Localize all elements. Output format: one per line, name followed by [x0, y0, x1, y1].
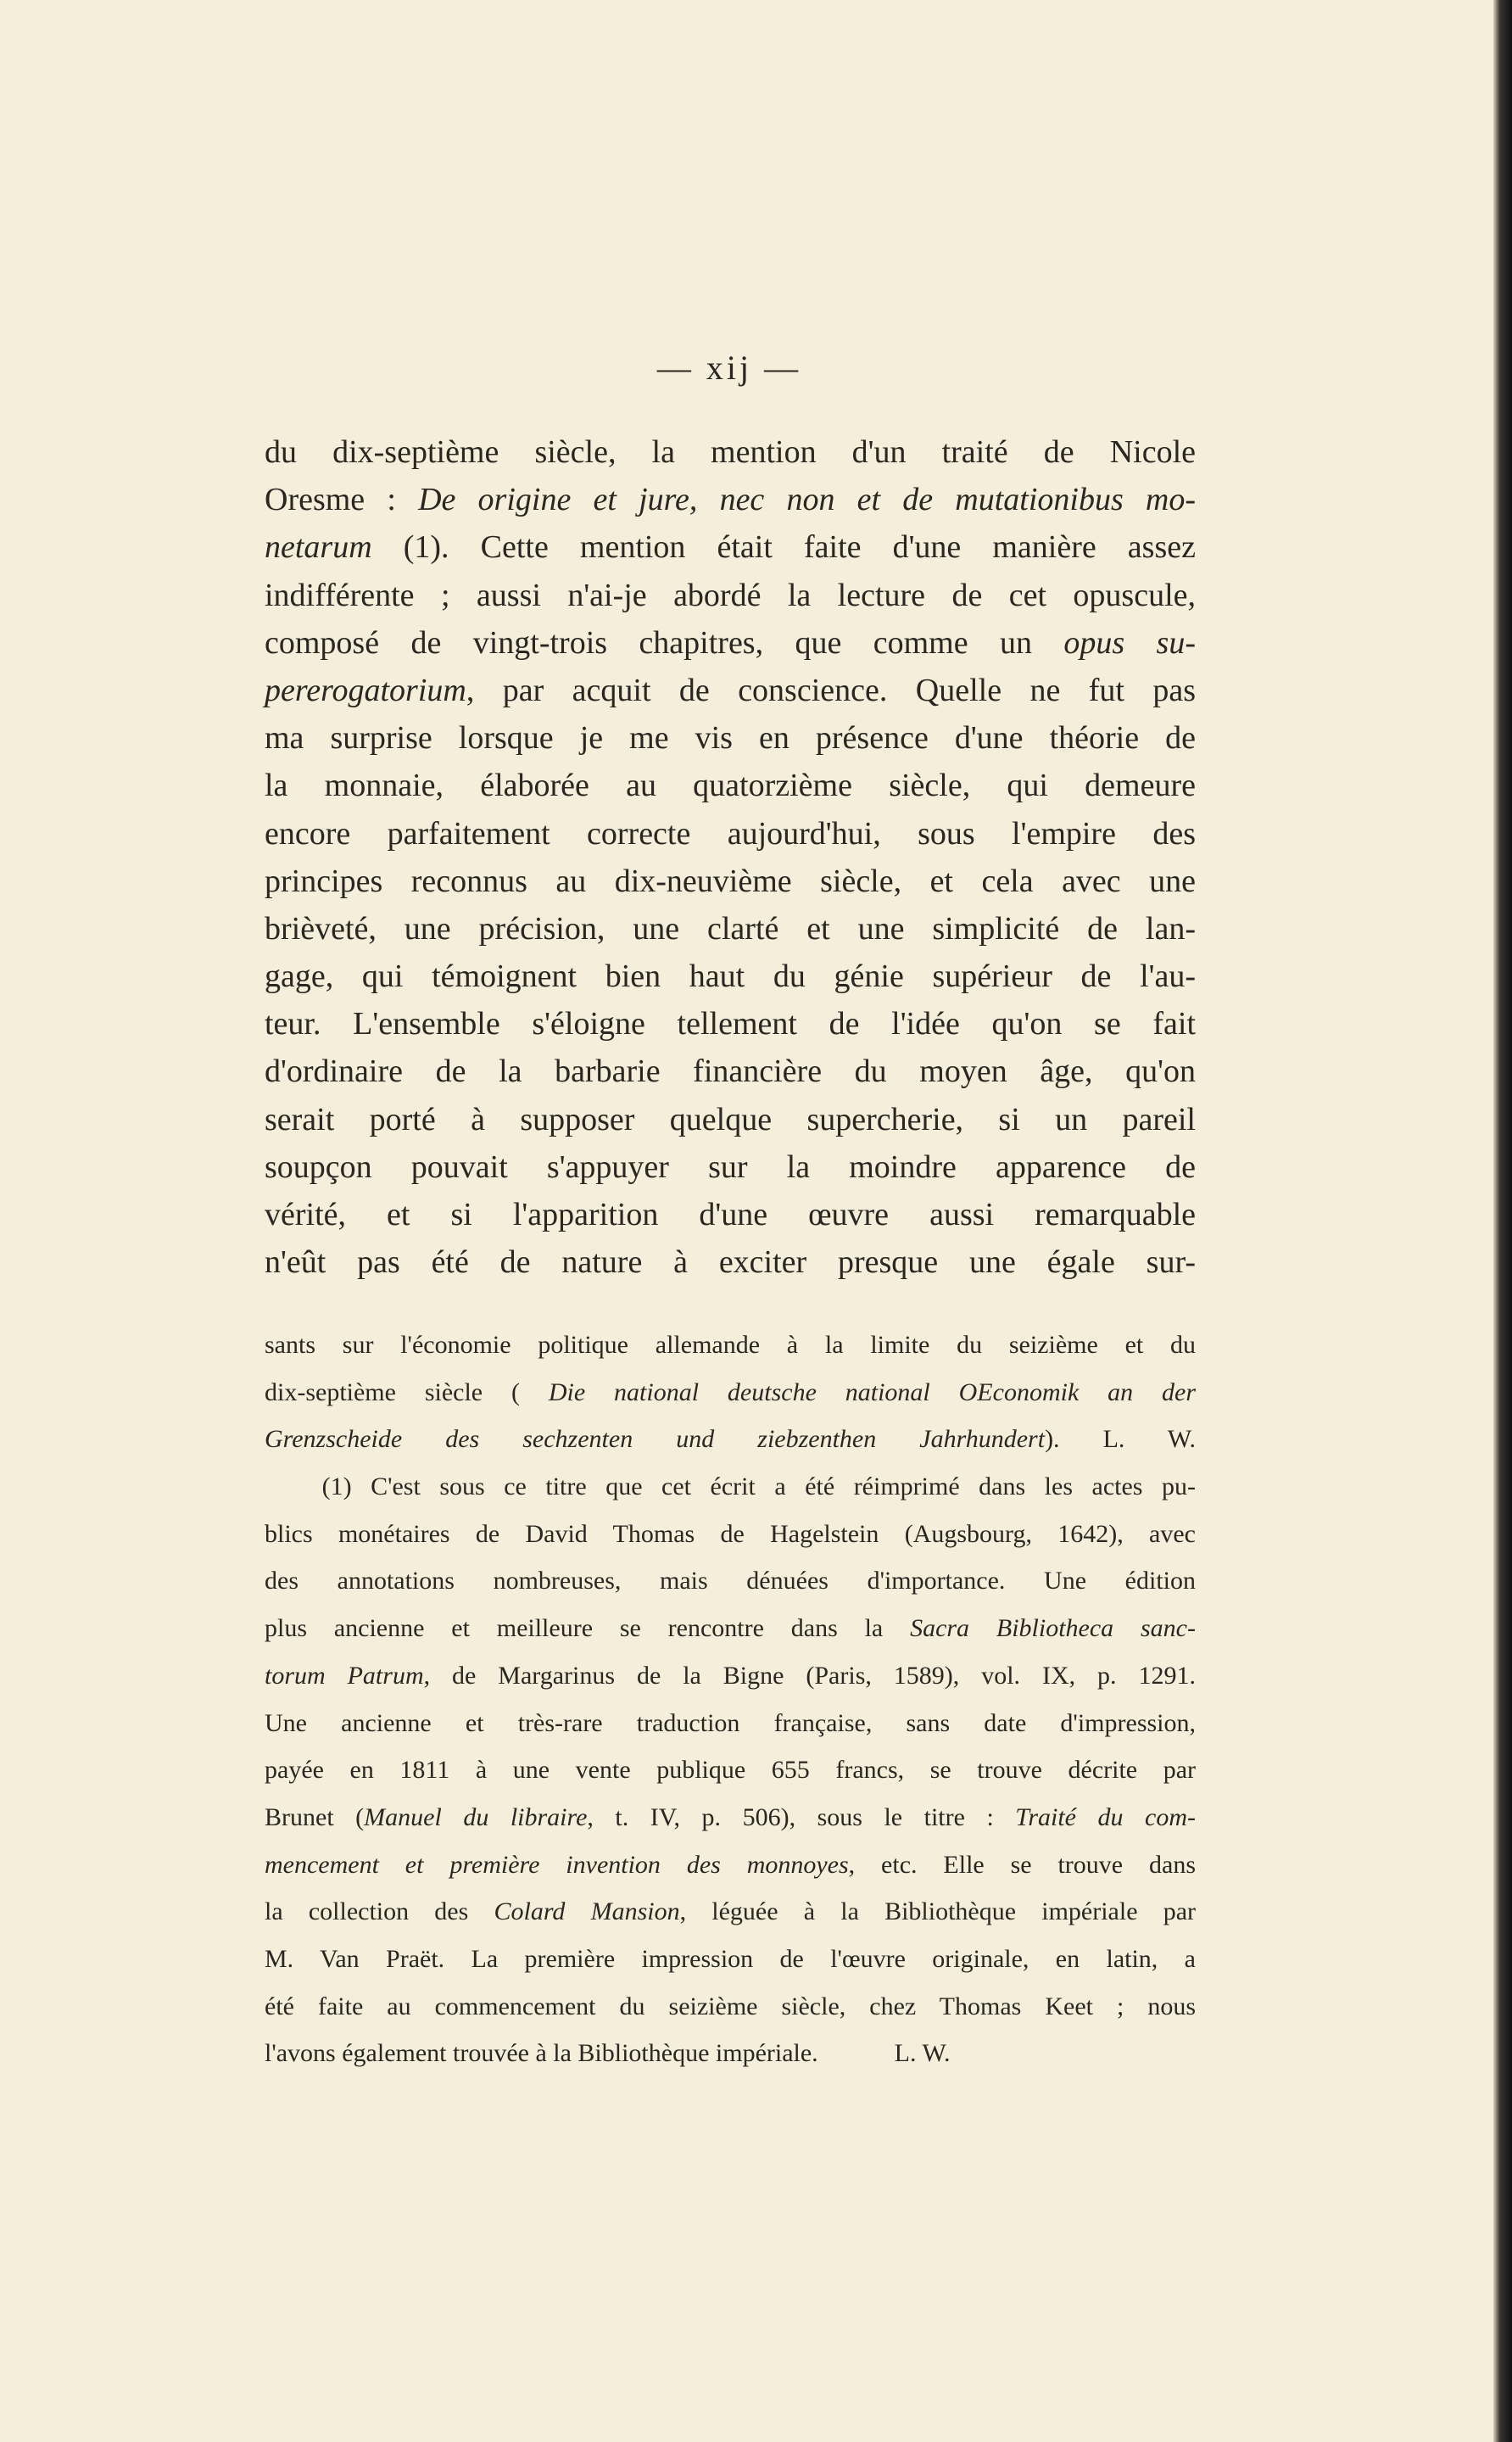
main-text: (1). Cette mention était faite d'une manière assez: [371, 529, 1196, 566]
footnote-text: , de Margarinus de la Bigne (Paris, 1589), vol. IX, p. 1291.: [423, 1661, 1196, 1690]
main-text: vérité, et si l'apparition d'une œuvre aussi remarquable: [265, 1197, 1196, 1232]
main-line: [265, 1143, 1196, 1191]
main-text: du dix-septième siècle, la mention d'un traité de Nicole: [265, 434, 1196, 470]
main-text: serait porté à supposer quelque supercherie, si un pareil: [265, 1101, 1196, 1137]
footnote-line: [265, 1557, 1196, 1605]
main-line: [265, 762, 1196, 809]
footnote-italic-text: Grenzscheide des sechzenten und ziebzenthen Jahrhundert: [265, 1425, 1046, 1454]
page-edge-shadow: [1493, 0, 1512, 2442]
main-line: [265, 428, 1196, 476]
main-italic-text: pererogatorium: [265, 672, 466, 708]
footnote-text: , etc. Elle se trouve dans: [848, 1850, 1196, 1879]
main-text: la monnaie, élaborée au quatorzième siècle, qui demeure: [265, 768, 1196, 804]
footnote-text: (1) C'est sous ce titre que cet écrit a été réimprimé dans les actes pu-: [265, 1472, 1196, 1501]
main-line: [265, 953, 1196, 1000]
footnote-line: [265, 1369, 1196, 1417]
footnote-line: [265, 1416, 1196, 1463]
footnote-line: [265, 1700, 1196, 1747]
footnote-line: [265, 1652, 1196, 1700]
footnote-line: [265, 1888, 1196, 1936]
footnote-line: [265, 1794, 1196, 1841]
main-line: [265, 572, 1196, 619]
footnotes: [265, 1322, 1196, 2077]
main-text: principes reconnus au dix-neuvième siècle, et cela avec une: [265, 863, 1196, 899]
footnote-text: payée en 1811 à une vente publique 655 francs, se trouve décrite par: [265, 1756, 1196, 1785]
footnote-line: [265, 1936, 1196, 1983]
main-line: [265, 1096, 1196, 1143]
footnote-line: [265, 1511, 1196, 1558]
main-line: [265, 714, 1196, 762]
main-italic-text: opus su-: [1063, 624, 1196, 661]
main-text: brièveté, une précision, une clarté et une simplicité de lan-: [265, 910, 1196, 947]
footnote-text: sants sur l'économie politique allemande à la limite du seizième et du: [265, 1331, 1196, 1359]
footnote-text: plus ancienne et meilleure se rencontre dans la: [265, 1614, 911, 1643]
main-line: [265, 1238, 1196, 1286]
main-line: [265, 476, 1196, 523]
footnote-italic-text: Colard Mansion: [494, 1897, 680, 1926]
main-italic-text: De origine et jure, nec non et de mutationibus mo-: [418, 482, 1196, 518]
footnote-text: dix-septième siècle (: [265, 1377, 549, 1406]
main-text: encore parfaitement correcte aujourd'hui, sous l'empire des: [265, 815, 1196, 852]
main-text: gage, qui témoignent bien haut du génie supérieur de l'au-: [265, 958, 1196, 995]
footnote-text: des annotations nombreuses, mais dénuées d'importance. Une édition: [265, 1567, 1196, 1595]
main-line: [265, 810, 1196, 858]
footnote-line: [265, 1841, 1196, 1889]
footnote-italic-text: torum Patrum: [265, 1661, 424, 1690]
footnote-text: Brunet (: [265, 1802, 365, 1831]
main-text: teur. L'ensemble s'éloigne tellement de l'idée qu'on se fait: [265, 1006, 1196, 1042]
main-line: [265, 619, 1196, 667]
main-text: Oresme :: [265, 482, 419, 518]
footnote-line: [265, 1746, 1196, 1794]
main-text: soupçon pouvait s'appuyer sur la moindre apparence de: [265, 1148, 1196, 1185]
footnote-text: la collection des: [265, 1897, 494, 1926]
footnote-text: M. Van Praët. La première impression de l'œuvre originale, en latin, a: [265, 1944, 1196, 1973]
main-text: composé de vingt-trois chapitres, que comme un: [265, 624, 1064, 661]
main-line: [265, 1191, 1196, 1238]
main-text: n'eût pas été de nature à exciter presque une égale sur-: [265, 1244, 1196, 1281]
footnote-italic-text: Die national deutsche national OEconomik an der: [548, 1377, 1196, 1406]
footnote-text: , t. IV, p. 506), sous le titre :: [587, 1802, 1016, 1831]
main-line: [265, 523, 1196, 571]
footnote-italic-text: mencement et première invention des monnoyes: [265, 1850, 849, 1879]
footnote-line: [265, 2030, 1196, 2077]
footnote-italic-text: Traité du com-: [1015, 1802, 1196, 1831]
main-line: [265, 667, 1196, 714]
main-text: [265, 428, 1196, 1286]
footnote-text: ). L. W.: [1045, 1425, 1196, 1454]
footnote-line: [265, 1322, 1196, 1369]
footnote-italic-text: Sacra Bibliotheca sanc-: [910, 1614, 1196, 1643]
main-line: [265, 858, 1196, 905]
footnote-text: l'avons également trouvée à la Bibliothèque impériale. L. W.: [265, 2039, 951, 2068]
footnote-italic-text: Manuel du libraire: [364, 1802, 588, 1831]
main-text: ma surprise lorsque je me vis en présence d'une théorie de: [265, 720, 1196, 757]
page-number: — xij —: [656, 349, 802, 387]
main-line: [265, 1048, 1196, 1095]
footnote-text: , léguée à la Bibliothèque impériale par: [679, 1897, 1196, 1926]
main-text: d'ordinaire de la barbarie financière du moyen âge, qu'on: [265, 1053, 1196, 1090]
footnote-line: [265, 1605, 1196, 1652]
footnote-line: [265, 1983, 1196, 2031]
footnote-text: blics monétaires de David Thomas de Hagelstein (Augsbourg, 1642), avec: [265, 1519, 1196, 1548]
main-text: indifférente ; aussi n'ai-je abordé la lecture de cet opuscule,: [265, 577, 1196, 613]
main-text: , par acquit de conscience. Quelle ne fut pas: [466, 672, 1196, 708]
main-italic-text: netarum: [265, 529, 372, 566]
footnote-text: Une ancienne et très-rare traduction française, sans date d'impression,: [265, 1708, 1196, 1737]
footnote-line: [265, 1463, 1196, 1511]
main-line: [265, 905, 1196, 953]
main-line: [265, 1000, 1196, 1048]
footnote-text: été faite au commencement du seizième siècle, chez Thomas Keet ; nous: [265, 1992, 1196, 2020]
